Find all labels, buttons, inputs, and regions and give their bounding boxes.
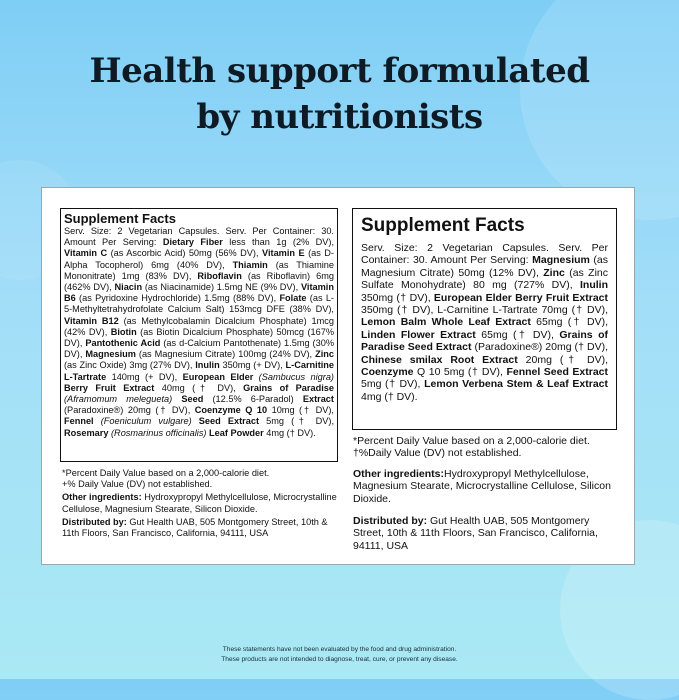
right-label-title: Supplement Facts xyxy=(361,215,525,236)
left-other-ingredients: Other ingredients: Hydroxypropyl Methylcellulose, Microcrystalline Cellulose, Magnesium Stearate, Silicon Dioxide. xyxy=(62,492,337,514)
left-label-notes xyxy=(62,468,340,541)
fda-disclaimer xyxy=(0,645,679,665)
right-other-ingredients: Other ingredients:Hydroxypropyl Methylcellulose, Magnesium Stearate, Microcrystalline Cellulose, Silicon Dioxide. xyxy=(353,467,611,505)
headline-line-2: by nutritionists xyxy=(196,97,483,137)
left-note-dv: *Percent Daily Value based on a 2,000-calorie diet. xyxy=(62,468,270,478)
left-note-plus: +% Daily Value (DV) not established. xyxy=(62,479,213,490)
left-distributed-by: Distributed by: Gut Health UAB, 505 Montgomery Street, 10th & 11th Floors, San Francisco, California, 94111, USA xyxy=(62,516,328,539)
right-note-dv: *Percent Daily Value based on a 2,000-calorie diet. †%Daily Value (DV) not established. xyxy=(353,435,590,460)
supplement-facts-left xyxy=(60,208,338,462)
disclaimer-line-2: These products are not intended to diagnose, treat, cure, or prevent any disease. xyxy=(221,656,458,663)
supplement-facts-right xyxy=(352,208,617,430)
right-label-ingredients: Serv. Size: 2 Vegetarian Capsules. Serv. Per Container: 30. Amount Per Serving: Magnesium (as Magnesium Citrate) 50mg (12% DV), Zinc (as Zinc Sulfate Monohydrate) 80 mg (727% DV), Inulin 350mg († DV), European Elder Berry Fruit Extract 350mg († DV), L-Carnitine L-Tartrate 70mg († DV), Lemon Balm Whole Leaf Extract 65mg († DV), Linden Flower Extract 65mg († DV), Grains of Paradise Seed Extract (Paradoxine®) 20mg († DV), Chinese smilax Root Extract 20mg († DV), Coenzyme Q 10 5mg († DV), Fennel Seed Extract 5mg († DV), Lemon Verbena Stem & Leaf Extract 4mg († DV). xyxy=(361,242,609,403)
headline xyxy=(0,48,679,140)
left-label-title: Supplement Facts xyxy=(64,211,176,226)
right-label-notes xyxy=(353,435,618,558)
disclaimer-line-1: These statements have not been evaluated by the food and drug administration. xyxy=(222,646,457,653)
right-distributed-by: Distributed by: Gut Health UAB, 505 Montgomery Street, 10th & 11th Floors, San Francisco, California, 94111, USA xyxy=(353,515,598,552)
left-label-ingredients: Serv. Size: 2 Vegetarian Capsules. Serv. Per Container: 30. Amount Per Serving: Dietary Fiber less than 1g (2% DV), Vitamin C (as Ascorbic Acid) 50mg (56% DV), Vitamin E (as D-Alpha Tocopherol) 6mg (40% DV), Thiamin (as Thiamine Mononitrate) 1mg (83% DV), Riboflavin (as Riboflavin) 6mg (462% DV), Niacin (as Niacinamide) 1.5mg NE (9% DV), Vitamin B6 (as Pyridoxine Hydrochloride) 1.5mg (88% DV), Folate (as L-5-Methyltetrahydrofolate Calcium Salt) 153mcg DFE (38% DV), Vitamin B12 (as Methylcobalamin Dicalcium Phosphate) 1mcg (42% DV), Biotin (as Biotin Dicalcium Phosphate) 50mcg (167% DV), Pantothenic Acid (as d-Calcium Pantothenate) 1.5mg (30% DV), Magnesium (as Magnesium Citrate) 100mg (24% DV), Zinc (as Zinc Oxide) 3mg (27% DV), Inulin 350mg (+ DV), L-Carnitine L-Tartrate 140mg (+ DV), European Elder (Sambucus nigra) Berry Fruit Extract 40mg († DV), Grains of Paradise (Aframomum melegueta) Seed (12.5% 6-Paradol) Extract (Paradoxine®) 20mg († DV), Coenzyme Q 10 10mg († DV), Fennel (Foeniculum vulgare) Seed Extract 5mg († DV), Rosemary (Rosmarinus officinalis) Leaf Powder 4mg († DV). xyxy=(64,226,335,438)
headline-line-1: Health support formulated xyxy=(89,51,590,91)
